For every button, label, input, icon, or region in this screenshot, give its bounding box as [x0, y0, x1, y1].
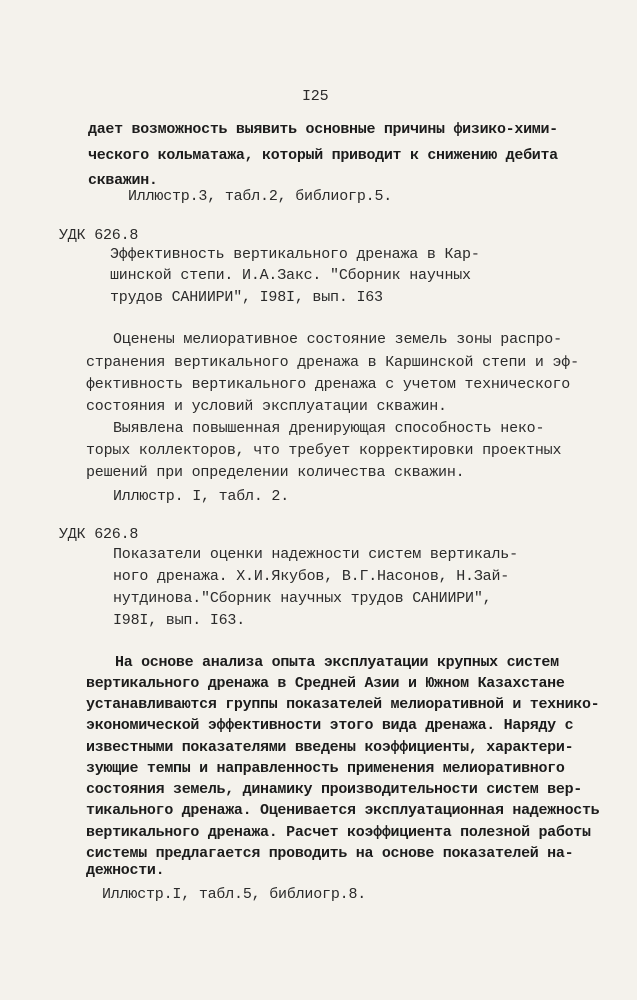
entry2-citation-line-1: Показатели оценки надежности систем вертикаль- [113, 546, 518, 563]
entry2-citation-line-3: нутдинова."Сборник научных трудов САНИИРИ", [113, 590, 492, 607]
entry2-abstract-line-10: системы предлагается проводить на основе показателей на- [86, 845, 574, 862]
entry1-citation-line-3: трудов САНИИРИ", I98I, вып. I63 [110, 289, 383, 306]
entry1-citation-line-1: Эффективность вертикального дренажа в Кар- [110, 246, 480, 263]
entry2-abstract-line-7: состояния земель, динамику производительности систем вер- [86, 781, 582, 798]
entry2-abstract-line-4: экономической эффективности этого вида дренажа. Наряду с [86, 717, 574, 734]
intro-note: Иллюстр.3, табл.2, библиогр.5. [128, 188, 393, 205]
entry2-abstract-line-9: вертикального дренажа. Расчет коэффициента полезной работы [86, 824, 591, 841]
entry1-abstract-line-6: торых коллекторов, что требует корректировки проектных [86, 442, 562, 459]
entry1-note: Иллюстр. I, табл. 2. [113, 488, 290, 505]
entry1-abstract-line-4: состояния и условий эксплуатации скважин. [86, 398, 447, 415]
intro-line-3: скважин. [88, 172, 158, 189]
entry2-abstract-line-3: устанавливаются группы показателей мелиоративной и технико- [86, 696, 600, 713]
entry1-abstract-line-5: Выявлена повышенная дренирующая способность неко- [113, 420, 545, 437]
entry2-abstract-line-1: На основе анализа опыта эксплуатации крупных систем [115, 654, 559, 671]
intro-line-1: дает возможность выявить основные причины физико-хими- [88, 121, 558, 138]
intro-line-2: ческого кольматажа, который приводит к снижению дебита [88, 147, 558, 164]
entry2-abstract-line-6: зующие темпы и направленность применения мелиоративного [86, 760, 565, 777]
entry2-udk: УДК 626.8 [59, 526, 139, 543]
entry2-abstract-line-8: тикального дренажа. Оценивается эксплуатационная надежность [86, 802, 600, 819]
entry1-abstract-line-3: фективность вертикального дренажа с учетом технического [86, 376, 571, 393]
entry2-abstract-line-11: дежности. [86, 862, 165, 879]
entry2-note: Иллюстр.I, табл.5, библиогр.8. [102, 886, 367, 903]
entry1-abstract-line-2: странения вертикального дренажа в Каршинской степи и эф- [86, 354, 579, 371]
entry1-abstract-line-7: решений при определении количества скважин. [86, 464, 465, 481]
entry1-abstract-line-1: Оценены мелиоративное состояние земель зоны распро- [113, 331, 562, 348]
entry2-citation-line-2: ного дренажа. Х.И.Якубов, В.Г.Насонов, Н.Зай- [113, 568, 510, 585]
entry2-abstract-line-2: вертикального дренажа в Средней Азии и Южном Казахстане [86, 675, 565, 692]
entry1-citation-line-2: шинской степи. И.А.Закс. "Сборник научных [110, 267, 471, 284]
page-number: I25 [302, 88, 329, 105]
entry2-abstract-line-5: известными показателями введены коэффициенты, характери- [86, 739, 574, 756]
entry2-citation-line-4: I98I, вып. I63. [113, 612, 246, 629]
entry1-udk: УДК 626.8 [59, 227, 139, 244]
